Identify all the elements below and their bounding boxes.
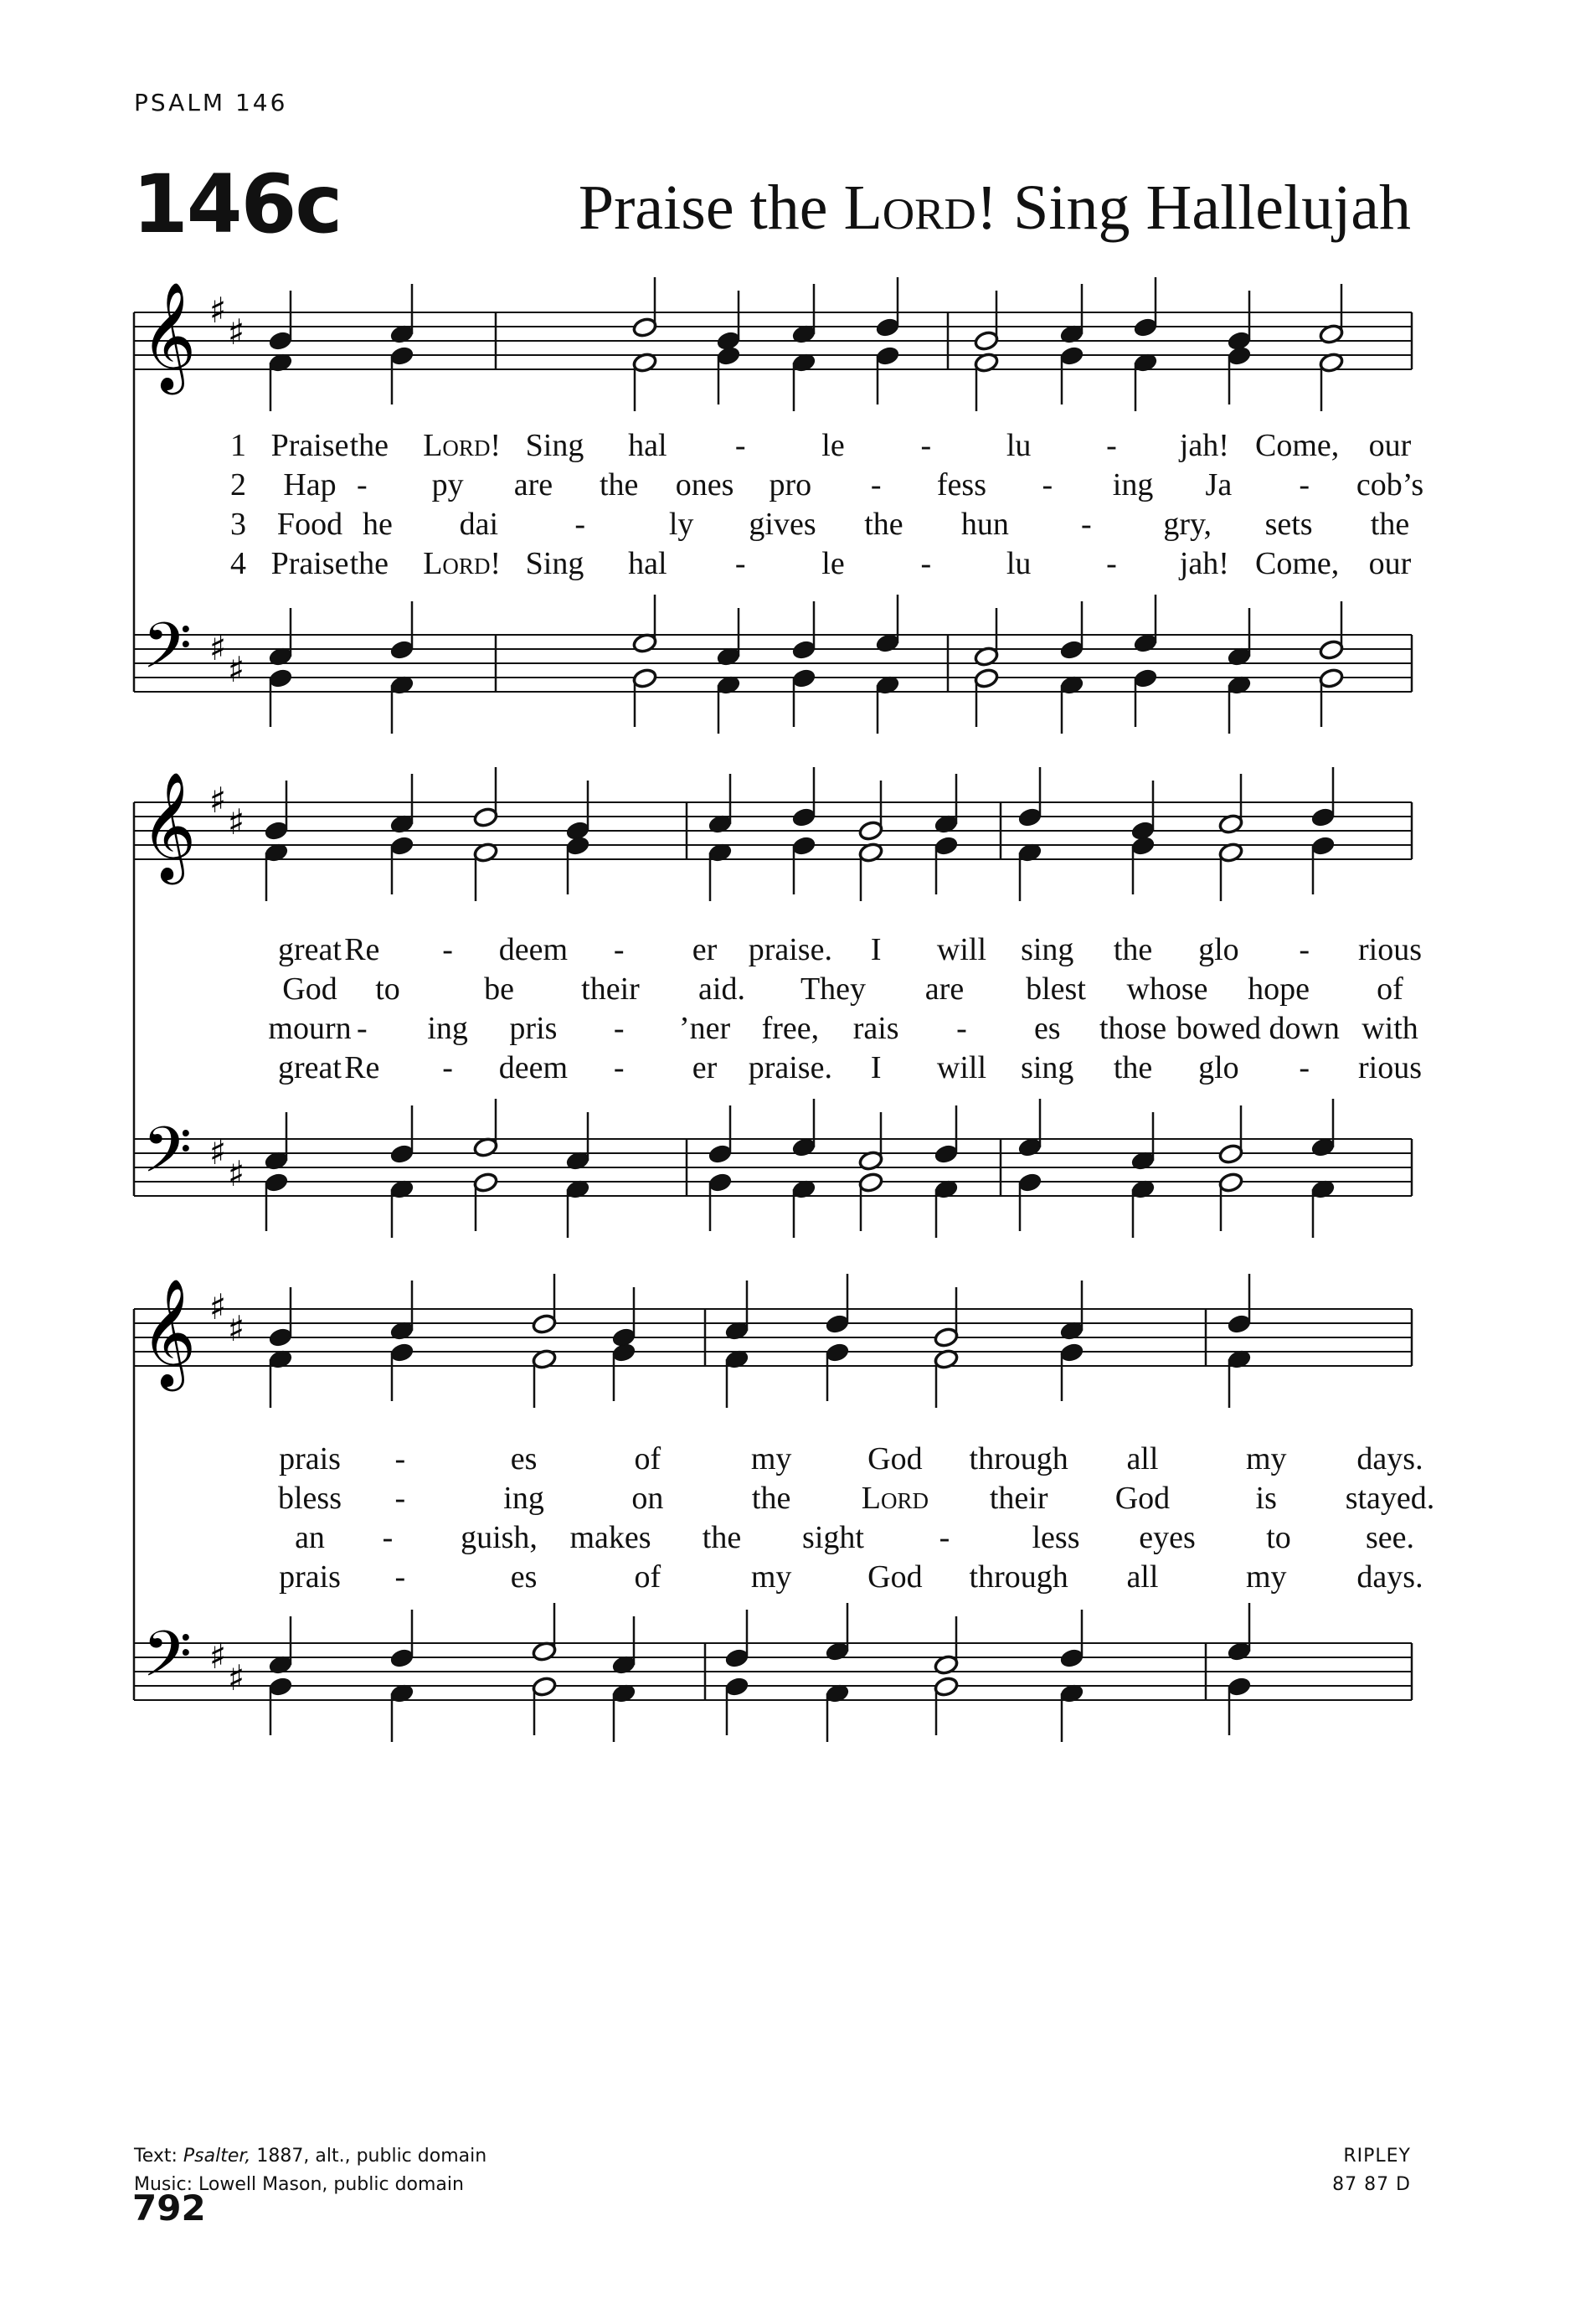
syllable-hyphen: - xyxy=(394,1481,406,1516)
lyric-syllable: hun xyxy=(960,507,1009,542)
lyric-syllable: py xyxy=(431,467,464,502)
lyric-syllable: he xyxy=(362,507,393,542)
lyric-syllable: rious xyxy=(1358,932,1422,967)
lyric-syllable: Sing xyxy=(525,428,584,463)
lyric-syllable: Sing xyxy=(525,546,584,581)
lyric-syllable: hal xyxy=(628,546,667,581)
bass-note xyxy=(791,667,817,689)
soprano-note xyxy=(934,1327,960,1348)
syllable-hyphen: - xyxy=(1106,546,1117,581)
lyric-syllable: the xyxy=(1370,507,1410,542)
bass-clef-icon: 𝄢 xyxy=(142,1113,193,1203)
lyric-syllable: sing xyxy=(1021,1050,1074,1085)
syllable-hyphen: - xyxy=(1080,507,1092,542)
lyric-syllable: ’ner xyxy=(678,1011,731,1046)
bass-note xyxy=(1218,1172,1244,1193)
lyric-syllable: ones xyxy=(675,467,734,502)
verse-number: 1 xyxy=(230,428,246,463)
bass-note xyxy=(1227,1676,1253,1698)
lyric-syllable: my xyxy=(750,1441,792,1476)
lyric-syllable: gry, xyxy=(1163,507,1212,542)
lyric-syllable: lu xyxy=(1006,428,1032,463)
lyric-syllable: their xyxy=(989,1481,1048,1516)
bass-note xyxy=(532,1676,558,1698)
lyric-syllable: will xyxy=(936,932,987,967)
lyric-syllable: will xyxy=(936,1050,987,1085)
lyric-syllable: ing xyxy=(503,1481,544,1516)
lyric-syllable: all xyxy=(1126,1441,1159,1476)
tenor-note xyxy=(1059,639,1085,661)
lyric-syllable: God xyxy=(1114,1481,1171,1516)
lyric-syllable: all xyxy=(1126,1559,1159,1595)
alto-note xyxy=(825,1342,851,1363)
soprano-note xyxy=(875,317,901,338)
syllable-hyphen: - xyxy=(613,1011,625,1046)
lyric-syllable: pro xyxy=(769,467,812,502)
syllable-hyphen: - xyxy=(870,467,882,502)
lyric-syllable: praise. xyxy=(748,1050,832,1085)
lyric-syllable: see. xyxy=(1365,1520,1415,1555)
alto-note xyxy=(611,1342,637,1363)
lyric-syllable: cob’s xyxy=(1356,467,1424,502)
lyric-syllable: days. xyxy=(1356,1559,1423,1595)
bass-note xyxy=(268,1676,294,1698)
verse-number: 2 xyxy=(230,467,246,502)
lyric-syllable: sets xyxy=(1264,507,1313,542)
lyric-syllable: Come, xyxy=(1255,428,1340,463)
meter: 87 87 D xyxy=(1332,2174,1411,2195)
lyric-syllable: days. xyxy=(1356,1441,1423,1476)
lyric-syllable: our xyxy=(1368,546,1412,581)
alto-note xyxy=(1059,1342,1085,1363)
sharp-icon: ♯ xyxy=(209,1286,227,1327)
lyric-syllable: es xyxy=(1033,1011,1061,1046)
lyric-syllable: Re xyxy=(344,1050,380,1085)
lyric-syllable: their xyxy=(581,971,640,1007)
syllable-hyphen: - xyxy=(442,932,453,967)
lyric-syllable: stayed. xyxy=(1345,1481,1435,1516)
soprano-note xyxy=(1017,806,1043,828)
tenor-note xyxy=(791,639,817,661)
bass-note xyxy=(268,667,294,689)
bass-note xyxy=(264,1172,290,1193)
syllable-hyphen: - xyxy=(1299,932,1310,967)
lyric-syllable: ly xyxy=(668,507,694,542)
lyric-syllable: le xyxy=(821,546,845,581)
lyric-syllable: the xyxy=(751,1481,791,1516)
lyric-syllable: God xyxy=(282,971,337,1007)
lyric-syllable: through xyxy=(969,1441,1068,1476)
lyric-syllable: aid. xyxy=(698,971,745,1007)
sharp-icon: ♯ xyxy=(209,627,227,668)
lyric-syllable: Come, xyxy=(1255,546,1340,581)
bass-note xyxy=(1319,667,1345,689)
syllable-hyphen: - xyxy=(613,1050,625,1085)
sharp-icon: ♯ xyxy=(209,780,227,821)
lyric-syllable: an xyxy=(295,1520,325,1555)
syllable-hyphen: - xyxy=(1299,1050,1310,1085)
lyric-syllable: pris xyxy=(509,1011,558,1046)
syllable-hyphen: - xyxy=(382,1520,394,1555)
tenor-note xyxy=(389,1143,415,1165)
lyric-syllable: are xyxy=(513,467,553,502)
lyric-syllable: sight xyxy=(802,1520,864,1555)
lyric-syllable: guish, xyxy=(461,1520,538,1555)
soprano-note xyxy=(473,806,499,828)
syllable-hyphen: - xyxy=(442,1050,453,1085)
lyric-syllable: the xyxy=(1113,932,1153,967)
lyric-syllable: on xyxy=(631,1481,664,1516)
soprano-note xyxy=(632,317,658,338)
bass-note xyxy=(1133,667,1159,689)
lyric-syllable: down xyxy=(1269,1011,1340,1046)
lyric-syllable: the xyxy=(1113,1050,1153,1085)
soprano-note xyxy=(791,806,817,828)
lyric-syllable: is xyxy=(1255,1481,1277,1516)
lyric-syllable: of xyxy=(634,1559,661,1595)
alto-note xyxy=(1227,345,1253,367)
lyric-syllable: hope xyxy=(1248,971,1310,1007)
alto-note xyxy=(389,835,415,857)
title-part-1: Praise the xyxy=(578,173,844,243)
sharp-icon: ♯ xyxy=(228,649,245,690)
syllable-hyphen: - xyxy=(939,1520,950,1555)
text-credit-rest: 1887, alt., public domain xyxy=(250,2146,487,2167)
lyric-syllable: Praise xyxy=(270,546,349,581)
soprano-note xyxy=(974,330,1000,352)
lyric-syllable: are xyxy=(924,971,965,1007)
lyric-syllable: deem xyxy=(498,932,569,967)
lyric-syllable: They xyxy=(800,971,867,1007)
alto-note xyxy=(934,835,960,857)
lyric-syllable: bowed xyxy=(1176,1011,1262,1046)
sharp-icon: ♯ xyxy=(209,1636,227,1677)
syllable-hyphen: - xyxy=(356,467,368,502)
soprano-note xyxy=(1227,1313,1253,1335)
bass-note xyxy=(858,1172,884,1193)
lyric-syllable: Food xyxy=(276,507,343,542)
sharp-icon: ♯ xyxy=(228,1153,245,1194)
soprano-note xyxy=(532,1313,558,1335)
soprano-note xyxy=(268,330,294,352)
bass-note xyxy=(724,1676,750,1698)
lyric-syllable: Ja xyxy=(1205,467,1233,502)
lyric-syllable: God xyxy=(867,1441,923,1476)
alto-note xyxy=(565,835,591,857)
lyric-syllable: es xyxy=(510,1441,538,1476)
alto-note xyxy=(389,345,415,367)
lyric-syllable: glo xyxy=(1198,932,1239,967)
syllable-hyphen: - xyxy=(1042,467,1053,502)
syllable-hyphen: - xyxy=(1106,428,1117,463)
sharp-icon: ♯ xyxy=(228,1657,245,1698)
alto-note xyxy=(1130,835,1156,857)
soprano-note xyxy=(1133,317,1159,338)
lyric-syllable: bless xyxy=(278,1481,342,1516)
soprano-note xyxy=(268,1327,294,1348)
bass-clef-icon: 𝄢 xyxy=(142,1617,193,1707)
lyric-syllable: ing xyxy=(427,1011,468,1046)
lyric-syllable: prais xyxy=(279,1559,341,1595)
sharp-icon: ♯ xyxy=(228,312,245,353)
lyric-syllable: fess xyxy=(936,467,987,502)
lyric-syllable: my xyxy=(750,1559,792,1595)
lyric-syllable: the xyxy=(349,546,389,581)
lyric-syllable: free, xyxy=(761,1011,820,1046)
syllable-hyphen: - xyxy=(574,507,586,542)
lyric-syllable: great xyxy=(278,932,342,967)
lyric-syllable: sing xyxy=(1021,932,1074,967)
lyric-syllable: Hap xyxy=(283,467,337,502)
tenor-note xyxy=(1059,1647,1085,1669)
alto-note xyxy=(389,1342,415,1363)
alto-note xyxy=(1059,345,1085,367)
tune-info xyxy=(1332,2142,1411,2199)
text-credit xyxy=(134,2142,486,2171)
treble-clef-icon: 𝄞 xyxy=(141,771,197,880)
tenor-note xyxy=(389,1647,415,1669)
lyric-syllable: rious xyxy=(1358,1050,1422,1085)
treble-clef-icon: 𝄞 xyxy=(141,281,197,390)
lyric-syllable: deem xyxy=(498,1050,569,1085)
psalm-section-label: PSALM 146 xyxy=(134,89,288,116)
lyric-syllable: er xyxy=(692,932,718,967)
bass-note xyxy=(974,667,1000,689)
lyric-syllable: eyes xyxy=(1139,1520,1196,1555)
lyric-syllable: es xyxy=(510,1559,538,1595)
treble-clef-icon: 𝄞 xyxy=(141,1278,197,1387)
lyric-syllable: God xyxy=(867,1559,923,1595)
syllable-hyphen: - xyxy=(394,1559,406,1595)
title-part-2: ! Sing Hallelujah xyxy=(975,173,1411,243)
tenor-note xyxy=(389,639,415,661)
lyric-syllable: the xyxy=(349,428,389,463)
lyric-syllable: whose xyxy=(1126,971,1208,1007)
lyric-syllable: hal xyxy=(628,428,667,463)
lyric-syllable: be xyxy=(484,971,514,1007)
lyric-syllable: glo xyxy=(1198,1050,1239,1085)
lyric-syllable: my xyxy=(1245,1559,1287,1595)
lyric-syllable: with xyxy=(1362,1011,1418,1046)
soprano-note xyxy=(264,820,290,842)
text-credit-prefix: Text: xyxy=(134,2146,183,2167)
title-lord: Lord xyxy=(843,173,976,243)
sharp-icon: ♯ xyxy=(228,1308,245,1349)
lyric-syllable: those xyxy=(1099,1011,1167,1046)
sharp-icon: ♯ xyxy=(209,1131,227,1172)
lyric-syllable: to xyxy=(375,971,400,1007)
lyric-syllable: jah! xyxy=(1179,546,1229,581)
lyric-syllable: le xyxy=(821,428,845,463)
alto-note xyxy=(875,345,901,367)
bass-note xyxy=(934,1676,960,1698)
tenor-note xyxy=(934,1143,960,1165)
lyric-syllable: the xyxy=(600,467,639,502)
soprano-note xyxy=(825,1313,851,1335)
lyric-syllable: my xyxy=(1245,1441,1287,1476)
lyric-syllable: jah! xyxy=(1179,428,1229,463)
lyric-syllable: our xyxy=(1368,428,1412,463)
soprano-note xyxy=(858,820,884,842)
sharp-icon: ♯ xyxy=(209,290,227,331)
lyric-syllable: Lord! xyxy=(423,546,502,581)
tenor-note xyxy=(1218,1143,1244,1165)
lyric-syllable: Lord! xyxy=(423,428,502,463)
lyric-syllable: of xyxy=(634,1441,661,1476)
lyric-syllable: through xyxy=(969,1559,1068,1595)
text-credit-source: Psalter, xyxy=(183,2146,251,2167)
alto-note xyxy=(791,835,817,857)
tune-name: RIPLEY xyxy=(1343,2146,1411,2167)
lyric-syllable: I xyxy=(870,1050,882,1085)
syllable-hyphen: - xyxy=(734,546,746,581)
alto-note xyxy=(1310,835,1336,857)
lyric-syllable: ing xyxy=(1112,467,1154,502)
lyric-syllable: great xyxy=(278,1050,342,1085)
alto-note xyxy=(716,345,742,367)
syllable-hyphen: - xyxy=(734,428,746,463)
lyric-syllable: er xyxy=(692,1050,718,1085)
syllable-hyphen: - xyxy=(920,546,932,581)
lyric-syllable: to xyxy=(1266,1520,1291,1555)
lyric-syllable: the xyxy=(702,1520,742,1555)
bass-note xyxy=(473,1172,499,1193)
lyric-syllable: Re xyxy=(344,932,380,967)
tenor-note xyxy=(708,1143,734,1165)
tenor-note xyxy=(724,1647,750,1669)
sharp-icon: ♯ xyxy=(228,801,245,843)
soprano-note xyxy=(1310,806,1336,828)
lyric-syllable: blest xyxy=(1026,971,1086,1007)
bass-note xyxy=(632,667,658,689)
syllable-hyphen: - xyxy=(920,428,932,463)
bass-note xyxy=(1017,1172,1043,1193)
bass-note xyxy=(708,1172,734,1193)
hymn-number: 146c xyxy=(132,157,342,251)
lyric-syllable: of xyxy=(1377,971,1403,1007)
verse-number: 3 xyxy=(230,507,246,542)
syllable-hyphen: - xyxy=(613,932,625,967)
syllable-hyphen: - xyxy=(1299,467,1310,502)
lyric-syllable: gives xyxy=(749,507,816,542)
lyric-syllable: makes xyxy=(569,1520,651,1555)
page-number: 792 xyxy=(132,2187,206,2229)
music-credit: Music: Lowell Mason, public domain xyxy=(134,2174,464,2195)
syllable-hyphen: - xyxy=(956,1011,967,1046)
syllable-hyphen: - xyxy=(356,1011,368,1046)
lyric-syllable: prais xyxy=(279,1441,341,1476)
syllable-hyphen: - xyxy=(394,1441,406,1476)
lyric-syllable: lu xyxy=(1006,546,1032,581)
lyric-syllable: rais xyxy=(852,1011,899,1046)
lyric-syllable: I xyxy=(870,932,882,967)
lyric-syllable: the xyxy=(864,507,903,542)
lyric-syllable: mourn xyxy=(268,1011,352,1046)
lyric-syllable: praise. xyxy=(748,932,832,967)
lyric-syllable: Lord xyxy=(861,1481,929,1516)
verse-number: 4 xyxy=(230,546,246,581)
lyric-syllable: less xyxy=(1032,1520,1080,1555)
lyric-syllable: dai xyxy=(459,507,499,542)
lyric-syllable: Praise xyxy=(270,428,349,463)
bass-clef-icon: 𝄢 xyxy=(142,609,193,698)
tenor-note xyxy=(1319,639,1345,661)
